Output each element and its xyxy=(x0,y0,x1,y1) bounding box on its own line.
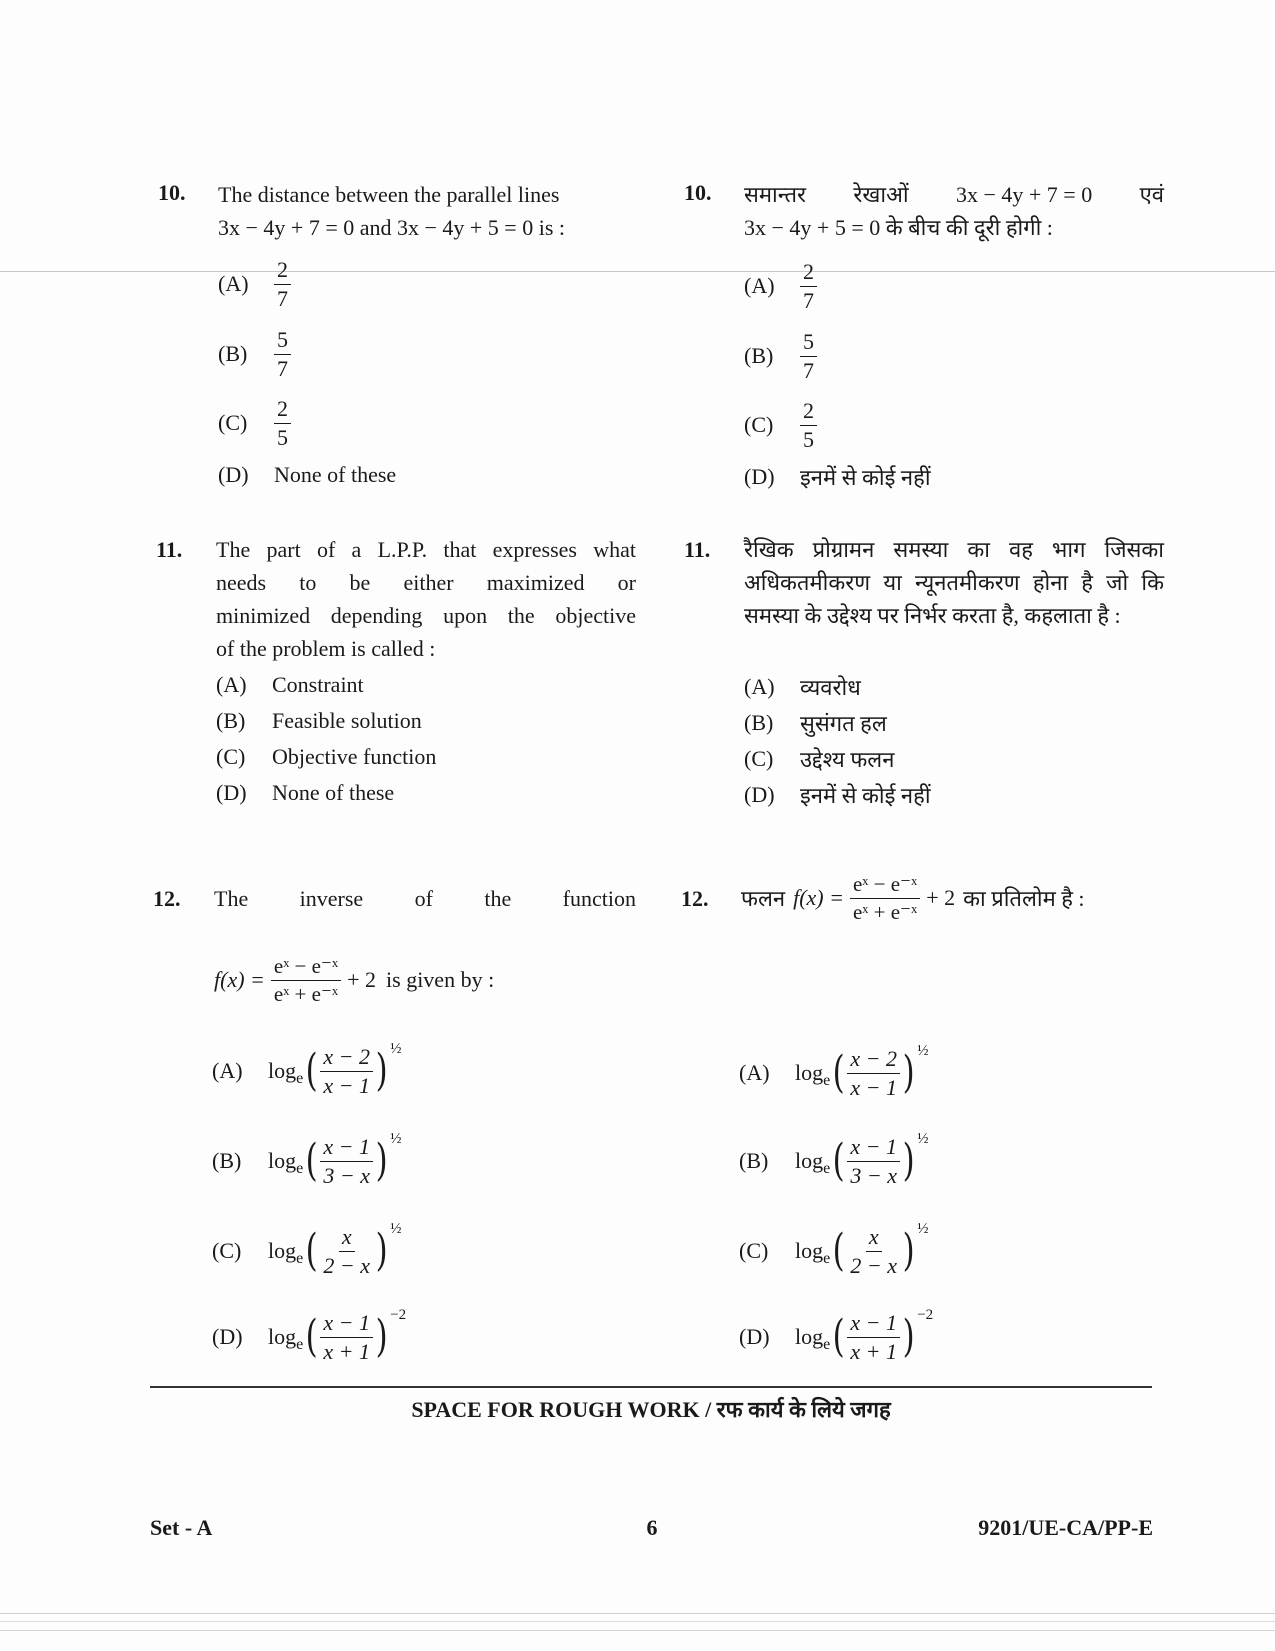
paper-code: 9201/UE-CA/PP-E xyxy=(978,1515,1153,1540)
q10-en-option-b[interactable]: (B) $\frac{5}{7}$ xyxy=(218,334,291,374)
set-label: Set - A xyxy=(150,1515,213,1540)
q11-hi-option-c[interactable]: (C) उद्देश्य फलन xyxy=(744,746,895,772)
scan-line xyxy=(0,1621,1275,1622)
q11-en-option-b[interactable]: (B) Feasible solution xyxy=(216,708,422,733)
q11-en-line4: of the problem is called : xyxy=(216,636,436,661)
q12-hi-option-b[interactable]: (B) log e ( $\frac{x - 1}{3 - x}$ ) ½ xyxy=(739,1130,929,1188)
q11-en-option-d[interactable]: (D) None of these xyxy=(216,780,395,805)
q11-en-option-c[interactable]: (C) Objective function xyxy=(216,744,437,769)
rough-work-rule xyxy=(150,1386,1152,1388)
q12-en-option-b[interactable]: (B) log e ( $\frac{x - 1}{3 - x}$ ) ½ xyxy=(212,1130,402,1188)
q10-en-option-a[interactable]: (A) $\frac{2}{7}$ xyxy=(218,264,291,304)
q12-en-line1: The inverse of the function xyxy=(214,886,636,911)
q11-en-line1: The part of a L.P.P. that expresses what xyxy=(216,537,636,562)
q10-hi-option-b[interactable]: (B) $\frac{5}{7}$ xyxy=(744,336,817,376)
rough-work-label: SPACE FOR ROUGH WORK / रफ कार्य के लिये जगह xyxy=(411,1397,891,1422)
q10-number: 10. xyxy=(158,180,186,205)
q12-en-option-a[interactable]: (A) log e ( $\frac{x - 2}{x - 1}$ ) ½ xyxy=(212,1040,402,1098)
q10-hi-number: 10. xyxy=(684,180,712,205)
q10-hi-option-d[interactable]: (D) इनमें से कोई नहीं xyxy=(744,464,931,490)
q11-number: 11. xyxy=(156,537,183,562)
q10-hi-option-c[interactable]: (C) $\frac{2}{5}$ xyxy=(744,405,817,445)
scan-line xyxy=(0,1613,1275,1614)
scan-line xyxy=(0,271,1275,272)
q11-en-option-a[interactable]: (A) Constraint xyxy=(216,672,364,697)
q10-en-line2: 3x − 4y + 7 = 0 and 3x − 4y + 5 = 0 is : xyxy=(218,215,565,240)
q11-hi-line1: रैखिक प्रोग्रामन समस्या का वह भाग जिसका xyxy=(744,537,1164,562)
q10-en-option-d[interactable]: (D) None of these xyxy=(218,462,397,487)
page-number: 6 xyxy=(646,1515,658,1540)
q12-hi-option-c[interactable]: (C) log e ( $\frac{x}{2 - x}$ ) ½ xyxy=(739,1220,929,1278)
q12-hi-option-d[interactable]: (D) log e ( $\frac{x - 1}{x + 1}$ ) −2 xyxy=(739,1306,934,1364)
q10-hi-line1: समान्तर रेखाओं 3x − 4y + 7 = 0 एवं xyxy=(744,182,1164,207)
q12-hi-line1: फलन f(x) = $\frac{\text{eˣ − e⁻ˣ}}{\text{eˣ + e⁻ˣ}}$ + 2 का प्रतिलोम है : xyxy=(741,871,1085,924)
q12-hi-number: 12. xyxy=(681,886,709,911)
q10-hi-option-a[interactable]: (A) $\frac{2}{7}$ xyxy=(744,266,817,306)
scan-line xyxy=(0,1630,1275,1631)
q12-hi-option-a[interactable]: (A) log e ( $\frac{x - 2}{x - 1}$ ) ½ xyxy=(739,1042,929,1100)
q11-hi-line2: अधिकतमीकरण या न्यूनतमीकरण होना है जो कि xyxy=(744,570,1164,595)
q11-hi-line3: समस्या के उद्देश्य पर निर्भर करता है, कहलाता है : xyxy=(744,603,1121,628)
q12-number: 12. xyxy=(153,886,181,911)
q11-hi-option-a[interactable]: (A) व्यवरोध xyxy=(744,674,861,700)
q11-hi-option-d[interactable]: (D) इनमें से कोई नहीं xyxy=(744,782,931,808)
q11-hi-number: 11. xyxy=(684,537,711,562)
q10-en-option-c[interactable]: (C) $\frac{2}{5}$ xyxy=(218,403,291,443)
q12-en-function: f(x) = $\frac{\text{eˣ − e⁻ˣ}}{\text{eˣ + e⁻ˣ}}$ + 2 is given by : xyxy=(214,953,495,1006)
q12-en-option-d[interactable]: (D) log e ( $\frac{x - 1}{x + 1}$ ) −2 xyxy=(212,1306,407,1364)
q11-en-line2: needs to be either maximized or xyxy=(216,570,636,595)
q11-hi-option-b[interactable]: (B) सुसंगत हल xyxy=(744,710,887,736)
q10-en-line1: The distance between the parallel lines xyxy=(218,182,560,207)
q11-en-line3: minimized depending upon the objective xyxy=(216,603,636,628)
q10-hi-line2: 3x − 4y + 5 = 0 के बीच की दूरी होगी : xyxy=(744,215,1053,240)
q12-en-option-c[interactable]: (C) log e ( $\frac{x}{2 - x}$ ) ½ xyxy=(212,1220,402,1278)
